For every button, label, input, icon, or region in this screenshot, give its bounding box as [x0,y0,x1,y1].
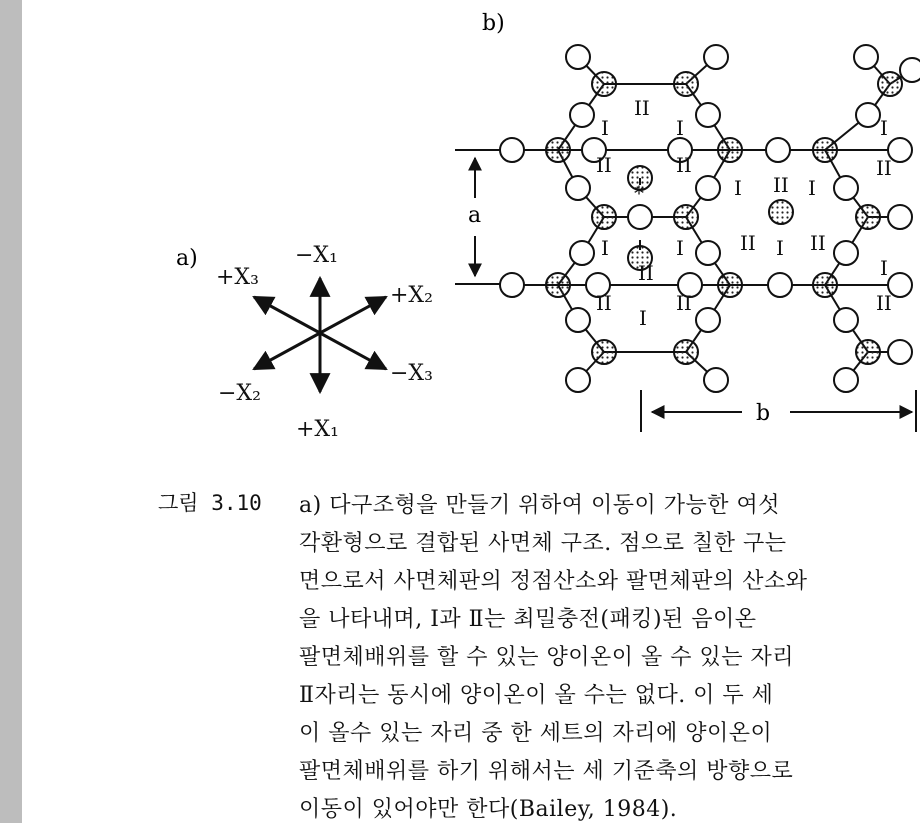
site-label-ii: II [638,261,654,285]
tetrahedral-ring-lattice [500,45,920,392]
site-label-ii: II [676,153,692,177]
caption-line: 팔면체배위를 할 수 있는 양이온이 올 수 있는 자리 [299,645,794,670]
caption-line: a) 다구조형을 만들기 위하여 이동이 가능한 여섯 [299,493,780,518]
figure-caption [158,476,920,823]
axis-label-pos-x1: +X₁ [296,417,339,442]
site-label-ii: II [876,156,892,180]
axis-label-pos-x2: +X₂ [390,283,433,308]
star-marker: * [634,181,644,205]
caption-line: 각환형으로 결합된 사면체 구조. 점으로 칠한 구는 [299,531,787,556]
site-label-ii: II [596,153,612,177]
caption-line: 이 올수 있는 자리 중 한 세트의 자리에 양이온이 [299,721,773,746]
axis-label-neg-x3: −X₃ [390,361,433,386]
dimension-a-label: a [468,203,482,228]
panel-a-label: a) [176,246,198,271]
caption-line: 이동이 있어야만 한다(Bailey, 1984). [299,797,678,822]
site-label-ii: II [810,231,826,255]
caption-line: 을 나타내며, Ⅰ과 Ⅱ는 최밀충전(패킹)된 음이온 [299,607,757,632]
site-label-i: I [808,176,816,200]
site-label-ii: II [634,96,650,120]
site-label-i: I [639,306,647,330]
site-label-ii: II [596,291,612,315]
axis-label-neg-x1: −X₁ [295,243,338,268]
figure-number: 그림 3.10 [158,491,262,515]
site-label-i: I [601,116,609,140]
site-label-i: I [676,116,684,140]
site-label-i: I [880,256,888,280]
axis-label-neg-x2: −X₂ [218,381,261,406]
site-label-ii: II [773,173,789,197]
site-label-i: I [601,236,609,260]
caption-line: 면으로서 사면체판의 정점산소와 팔면체판의 산소와 [299,569,808,594]
axes-diagram [254,278,386,392]
caption-line: Ⅱ자리는 동시에 양이온이 올 수는 없다. 이 두 세 [299,683,774,708]
site-label-ii: II [676,291,692,315]
site-label-i: I [734,176,742,200]
caption-line: 팔면체배위를 하기 위해서는 세 기준축의 방향으로 [299,759,794,784]
panel-b-label: b) [482,11,505,36]
site-label-ii: II [740,231,756,255]
dimension-b [641,390,916,432]
site-label-i: I [676,236,684,260]
site-label-i: I [880,116,888,140]
site-label-i: I [776,236,784,260]
dimension-b-label: b [756,401,771,426]
axis-label-pos-x3: +X₃ [216,265,259,290]
site-label-ii: II [876,291,892,315]
